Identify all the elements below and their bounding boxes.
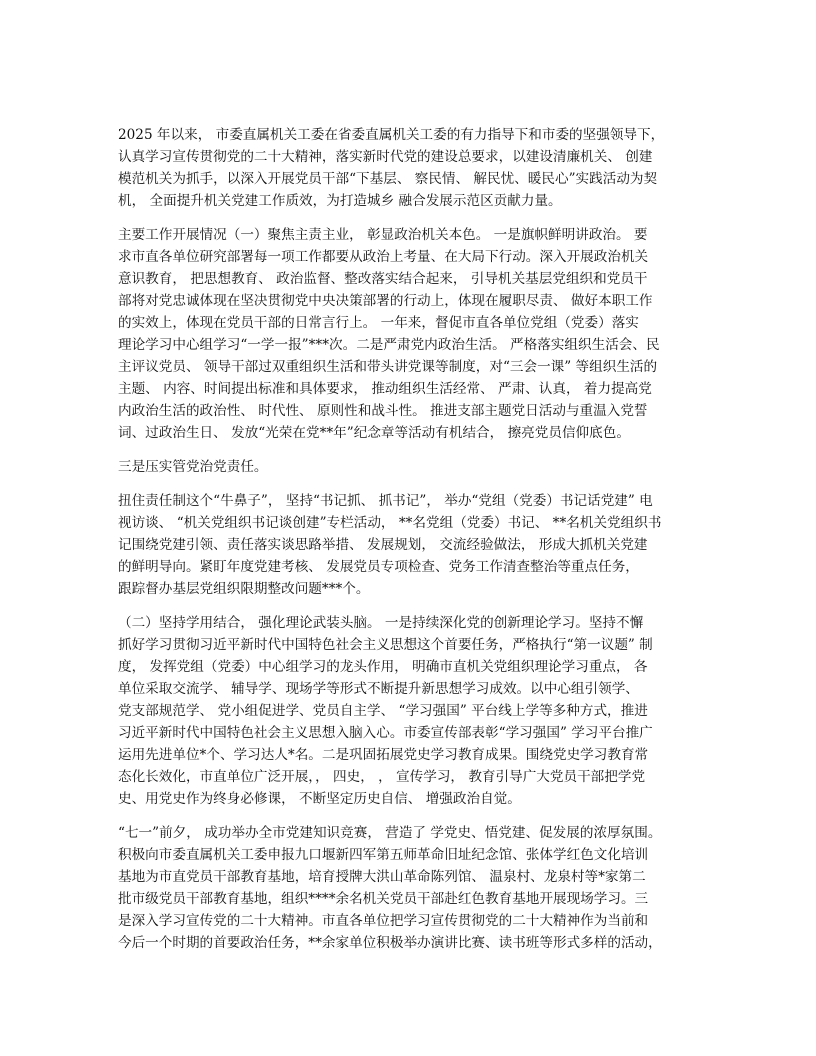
text-line: 主题、 内容、时间提出标准和具体要求， 推动组织生活经常、 严肃、认真， 着力提高党 <box>118 381 652 397</box>
text-line: 是深入学习宣传党的二十大精神。市直各单位把学习宣传贯彻党的二十大精神作为当前和 <box>118 913 649 929</box>
text-line: 主评议党员、 领导干部过双重组织生活和带头讲党课等制度，对“三会一课” 等组织生活的 <box>118 359 658 375</box>
paragraph-theory-study <box>118 612 698 810</box>
paragraph-main-work <box>118 224 698 444</box>
paragraph-july-first <box>118 822 698 954</box>
text-line: 批市级党员干部教育基地，组织****余名机关党员干部赴红色教育基地开展现场学习。三 <box>118 891 649 907</box>
text-line: 2025 年以来， 市委直属机关工委在省委直属机关工委的有力指导下和市委的坚强领导下， <box>118 127 665 143</box>
text-line: 抓好学习贯彻习近平新时代中国特色社会主义思想这个首要任务，严格执行“第一议题” 制 <box>118 637 653 653</box>
text-line: 理论学习中心组学习“一学一报”***次。二是严肃党内政治生活。 严格落实组织生活会、民 <box>118 337 660 353</box>
text-line: 部将对党忠诚体现在坚决贯彻党中央决策部署的行动上，体现在履职尽责、 做好本职工作 <box>118 293 653 309</box>
text-line: 积极向市委直属机关工委申报九口堰新四军第五师革命旧址纪念馆、张体学红色文化培训 <box>118 847 649 863</box>
text-line: 模范机关为抓手，以深入开展党员干部“下基层、 察民情、 解民忧、暖民心”实践活动为契 <box>118 171 658 187</box>
text-line: 认真学习宣传贯彻党的二十大精神，落实新时代党的建设总要求，以建设清廉机关、 创建 <box>118 149 653 165</box>
text-line: 党支部规范学、 党小组促进学、党员自主学、 “学习强国” 平台线上学等多种方式，推进 <box>118 703 648 719</box>
text-line: “七一”前夕， 成功举办全市党建知识竞赛， 营造了 学党史、悟党建、促发展的浓厚氛围。 <box>118 825 662 841</box>
paragraph-intro <box>118 124 698 212</box>
text-line: 三是压实管党治党责任。 <box>118 459 268 475</box>
text-line: 机， 全面提升机关党建工作质效，为打造城乡 融合发展示范区贡献力量。 <box>118 193 562 209</box>
text-line: 运用先进单位*个、学习达人*名。二是巩固拓展党史学习教育成果。围绕党史学习教育常 <box>118 747 649 763</box>
text-line: 词、过政治生日、 发放“光荣在党**年”纪念章等活动有机结合， 擦亮党员信仰底色。 <box>118 425 630 441</box>
text-line: 内政治生活的政治性、 时代性、 原则性和战斗性。 推进支部主题党日活动与重温入党誓 <box>118 403 648 419</box>
text-line: （二）坚持学用结合， 强化理论武装头脑。 一是持续深化党的创新理论学习。坚持不懈 <box>118 615 644 631</box>
text-line: 求市直各单位研究部署每一项工作都要从政治上考量、在大局下行动。深入开展政治机关 <box>118 249 649 265</box>
text-line: 主要工作开展情况（一）聚焦主责主业， 彰显政治机关本色。 一是旗帜鲜明讲政治。 要 <box>118 227 648 243</box>
text-line: 视访谈、 “机关党组织书记谈创建”专栏活动， **名党组（党委）书记、 **名机关党组织书 <box>118 515 662 531</box>
paragraph-responsibility <box>118 490 698 600</box>
text-line: 的实效上，体现在党员干部的日常言行上。 一年来，督促市直各单位党组（党委）落实 <box>118 315 639 331</box>
text-line: 史、用党史作为终身必修课， 不断坚定历史自信、 增强政治自觉。 <box>118 791 521 807</box>
text-line: 跟踪督办基层党组织限期整改问题***个。 <box>118 581 370 597</box>
text-line: 意识教育， 把思想教育、 政治监督、整改落实结合起来， 引导机关基层党组织和党员干 <box>118 271 648 287</box>
text-line: 单位采取交流学、 辅导学、现场学等形式不断提升新思想学习成效。以中心组引领学、 <box>118 681 639 697</box>
text-line: 基地为市直党员干部教育基地，培育授牌大洪山革命陈列馆、 温泉村、龙泉村等*家第二 <box>118 869 646 885</box>
text-line: 的鲜明导向。紧盯年度党建考核、 发展党员专项检查、党务工作清查整治等重点任务， <box>118 559 639 575</box>
text-line: 态化长效化，市直单位广泛开展，， 四史， ， 宣传学习， 教育引导广大党员干部把学党 <box>118 769 646 785</box>
text-line: 记围绕党建引领、责任落实谈思路举措、 发展规划， 交流经验做法， 形成大抓机关党建 <box>118 537 648 553</box>
text-line: 度， 发挥党组（党委）中心组学习的龙头作用， 明确市直机关党组织理论学习重点， 各 <box>118 659 648 675</box>
paragraph-responsibility-heading <box>118 456 698 478</box>
text-line: 习近平新时代中国特色社会主义思想入脑入心。市委宣传部表彰“学习强国” 学习平台推广 <box>118 725 653 741</box>
text-line: 扭住责任制这个“牛鼻子”， 坚持“书记抓、 抓书记”， 举办“党组（党委）书记话党建” 电 <box>118 493 653 509</box>
text-line: 今后一个时期的首要政治任务，**余家单位积极举办演讲比赛、读书班等形式多样的活动， <box>118 935 662 951</box>
